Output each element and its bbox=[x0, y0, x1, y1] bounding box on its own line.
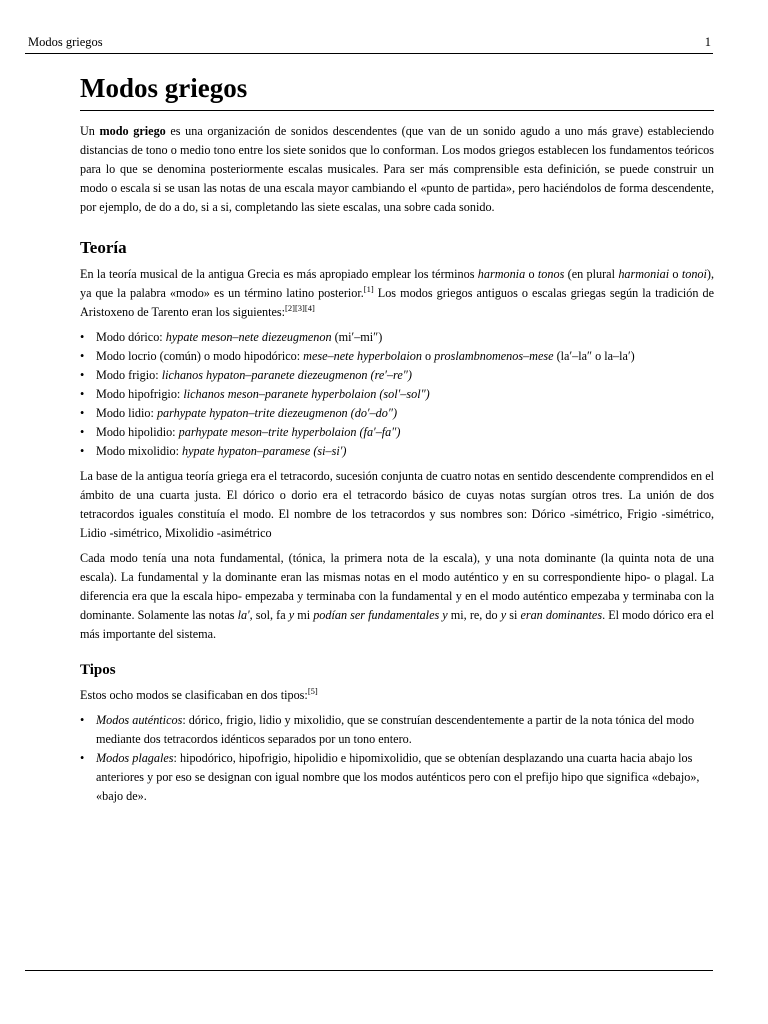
mode-label: Modo dórico: bbox=[96, 330, 166, 344]
intro-term: modo griego bbox=[99, 124, 166, 138]
page-title: Modos griegos bbox=[80, 72, 714, 111]
list-item-frigio bbox=[80, 366, 714, 385]
text: Estos ocho modos se clasificaban en dos tipos: bbox=[80, 688, 308, 702]
term-harmoniai: harmoniai bbox=[618, 267, 670, 281]
mode-range: (mi′–mi″) bbox=[331, 330, 383, 344]
text: Cada modo tenía una nota fundamental, (tónica, la primera nota de la escala), y una nota dominante (la quinta nota de una escala). La fundamental y la dominante eran las mismas notas en el modo auténtico y en su correspondiente hipo- o plagal. La diferencia era que la escala hipo- empezaba y terminaba con la fundamental y en el modo auténtico empezaba y terminaba con la dominante. Solamente las notas bbox=[80, 551, 714, 622]
mode-notes: parhypate hypaton–trite diezeugmenon (do′–do″) bbox=[156, 406, 398, 420]
list-item-lidio bbox=[80, 404, 714, 423]
list-item-locrio bbox=[80, 347, 714, 366]
mode-notes: mese–nete hyperbolaion bbox=[303, 349, 422, 363]
mode-label: Modo hipofrigio: bbox=[96, 387, 184, 401]
text: o bbox=[525, 267, 538, 281]
text: . El modo dórico era el más importante del sistema. bbox=[80, 608, 714, 641]
term-harmonia: harmonia bbox=[477, 267, 526, 281]
text: Los modos griegos antiguos o escalas griegas según la tradición de Aristoxeno de Tarento eran los siguientes: bbox=[80, 286, 715, 319]
running-header bbox=[25, 35, 713, 54]
text-italic: podían ser fundamentales y bbox=[313, 608, 448, 622]
page-number: 1 bbox=[704, 35, 711, 49]
list-item-plagales bbox=[80, 749, 714, 806]
text: mi, re, do bbox=[447, 608, 501, 622]
text: ), ya que la palabra «modo» es un término latino posterior. bbox=[80, 267, 715, 300]
list-item-hipofrigio bbox=[80, 385, 714, 404]
text: sol, fa bbox=[252, 608, 289, 622]
text: : dórico, frigio, lidio y mixolidio, que se construían descendentemente a partir de la nota tónica del modo mediante dos tetracordos idénticos separados por un tono entero. bbox=[96, 713, 695, 746]
mode-label: Modo frigio: bbox=[96, 368, 162, 382]
section-heading-teoria: Teoría bbox=[80, 238, 127, 257]
list-item-hipolidio bbox=[80, 423, 714, 442]
section-heading-tipos: Tipos bbox=[80, 662, 116, 678]
mode-label: Modo lidio: bbox=[96, 406, 157, 420]
text-italic: eran dominantes bbox=[520, 608, 603, 622]
text: o bbox=[421, 349, 435, 363]
mode-range: (la′–la″ o la–la′) bbox=[553, 349, 635, 363]
list-item-dorico bbox=[80, 328, 714, 347]
note-la: la', bbox=[237, 608, 253, 622]
mode-notes: hypate meson–nete diezeugmenon bbox=[165, 330, 332, 344]
modes-list bbox=[80, 328, 714, 461]
mode-notes: lichanos hypaton–paranete diezeugmenon (re′–re″) bbox=[161, 368, 412, 382]
text: si bbox=[506, 608, 521, 622]
mode-notes: hypate hypaton–paramese (si–si′) bbox=[182, 444, 347, 458]
list-item-mixolidio bbox=[80, 442, 714, 461]
text: En la teoría musical de la antigua Grecia es más apropiado emplear los términos bbox=[80, 267, 478, 281]
mode-label: Modo hipolidio: bbox=[96, 425, 179, 439]
mode-label: Modo locrio (común) o modo hipodórico: bbox=[96, 349, 304, 363]
term-tonos: tonos bbox=[537, 267, 565, 281]
list-item-autenticos bbox=[80, 711, 714, 749]
reference-link-1[interactable]: [1] bbox=[363, 284, 374, 294]
tipos-intro bbox=[80, 686, 714, 705]
mode-label: Modo mixolidio: bbox=[96, 444, 182, 458]
intro-paragraph bbox=[80, 122, 714, 217]
intro-text-2: es una organización de sonidos descendentes (que van de un sonido agudo a uno más grave) estableciendo distancias de tono o medio tono entre los siete sonidos que lo conforman. Los modos griegos establecen los fundamentos teóricos para lo que se denomina posteriormente escalas musicales. Para ser más comprensible esta definición, se puede construir un modo o escala si se usan las notas de una escala mayor cambiando el «punto de partida», pero haciéndolos de forma descendente, por ejemplo, de do a do, si a si, completando las siete escalas, una sobre cada sonido. bbox=[80, 124, 714, 214]
intro-text-1: Un bbox=[80, 124, 100, 138]
term-plagales: Modos plagales bbox=[96, 751, 174, 765]
text: mi bbox=[294, 608, 314, 622]
text: o bbox=[669, 267, 682, 281]
mode-notes: parhypate meson–trite hyperbolaion (fa′–fa″) bbox=[178, 425, 401, 439]
reference-link-2-3-4[interactable]: [2][3][4] bbox=[285, 303, 315, 313]
footer-rule bbox=[25, 970, 713, 971]
running-title: Modos griegos bbox=[28, 35, 103, 49]
teoria-paragraph-1 bbox=[80, 265, 714, 322]
reference-link-5[interactable]: [5] bbox=[307, 686, 318, 696]
term-tonoi: tonoi bbox=[681, 267, 707, 281]
text: : hipodórico, hipofrigio, hipolidio e hipomixolidio, que se obtenían desplazando una cuarta hacia abajo los anteriores y por eso se designan con igual nombre que los modos auténticos pero con el prefijo hipo que significa «debajo», «bajo de». bbox=[96, 751, 700, 803]
text-italic: y bbox=[500, 608, 507, 622]
teoria-paragraph-3 bbox=[80, 549, 714, 644]
article-body bbox=[80, 72, 714, 812]
text: (en plural bbox=[564, 267, 619, 281]
mode-notes: lichanos meson–paranete hyperbolaion (sol′–sol″) bbox=[183, 387, 430, 401]
teoria-paragraph-2: La base de la antigua teoría griega era el tetracordo, sucesión conjunta de cuatro notas en sentido descendente comprendidos en el ámbito de una cuarta justa. El dórico o dorio era el tetracordo básico de cuyas notas surgían otros tres. La unión de dos tetracordos iguales constituía el modo. El nombre de los tetracordos y sus nombres son: Dórico -simétrico, Frigio -simétrico, Lidio -simétrico, Mixolidio -asimétrico bbox=[80, 469, 714, 540]
text-italic: y bbox=[288, 608, 295, 622]
term-autenticos: Modos auténticos bbox=[96, 713, 183, 727]
mode-notes-alt: proslambnomenos–mese bbox=[434, 349, 554, 363]
tipos-list bbox=[80, 711, 714, 806]
